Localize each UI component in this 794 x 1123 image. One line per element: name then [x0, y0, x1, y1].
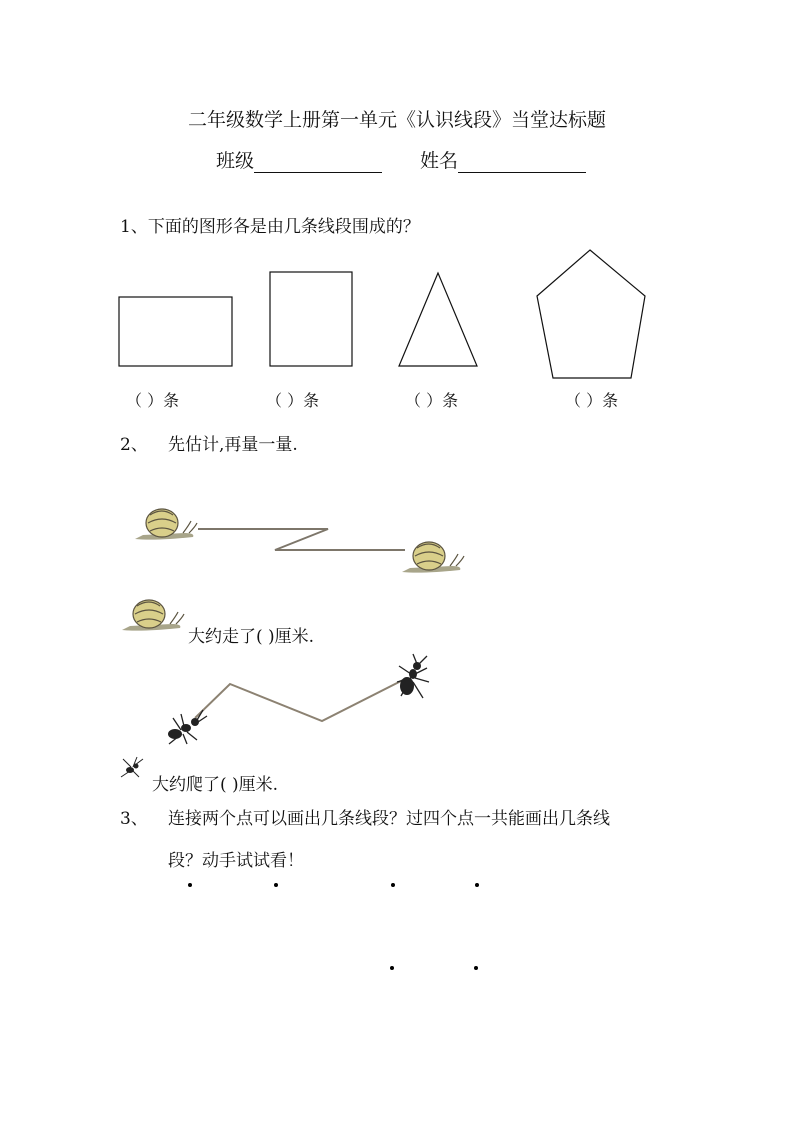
q1-answer-pentagon[interactable]: （ ）条 [565, 391, 619, 410]
ant-icon [121, 757, 143, 777]
snail-path-line [198, 529, 405, 550]
point-dot[interactable] [475, 883, 479, 887]
point-dot[interactable] [391, 883, 395, 887]
snail-icon [135, 509, 197, 540]
q2-number: 2、 [120, 435, 148, 455]
page-title: 二年级数学上册第一单元《认识线段》当堂达标题 [187, 109, 606, 131]
q2-snail-answer[interactable]: 大约走了( )厘米. [188, 627, 315, 647]
snail-icon [122, 600, 184, 631]
point-dot[interactable] [188, 883, 192, 887]
q1-prompt: 1、下面的图形各是由几条线段围成的？ [120, 217, 420, 237]
name-label: 姓名 [420, 150, 459, 172]
q3-number: 3、 [120, 809, 148, 829]
q3-prompt-line2: 段？动手试试看！ [168, 851, 304, 871]
ant-icon [397, 654, 429, 698]
q2-ant-answer[interactable]: 大约爬了( )厘米. [152, 775, 279, 795]
q3-prompt-line1: 连接两个点可以画出几条线段？过四个点一共能画出几条线 [168, 809, 610, 829]
point-dot[interactable] [390, 966, 394, 970]
q1-answer-square[interactable]: （ ）条 [266, 391, 320, 410]
ant-icon [168, 710, 207, 744]
q2-prompt: 先估计,再量一量. [168, 435, 298, 455]
class-label: 班级 [216, 150, 255, 172]
point-dot[interactable] [474, 966, 478, 970]
point-dot[interactable] [274, 883, 278, 887]
snail-icon [402, 542, 464, 573]
q1-answer-triangle[interactable]: （ ）条 [405, 391, 459, 410]
q1-answer-rectangle[interactable]: （ ）条 [126, 391, 180, 410]
ant-path-line [195, 680, 403, 721]
